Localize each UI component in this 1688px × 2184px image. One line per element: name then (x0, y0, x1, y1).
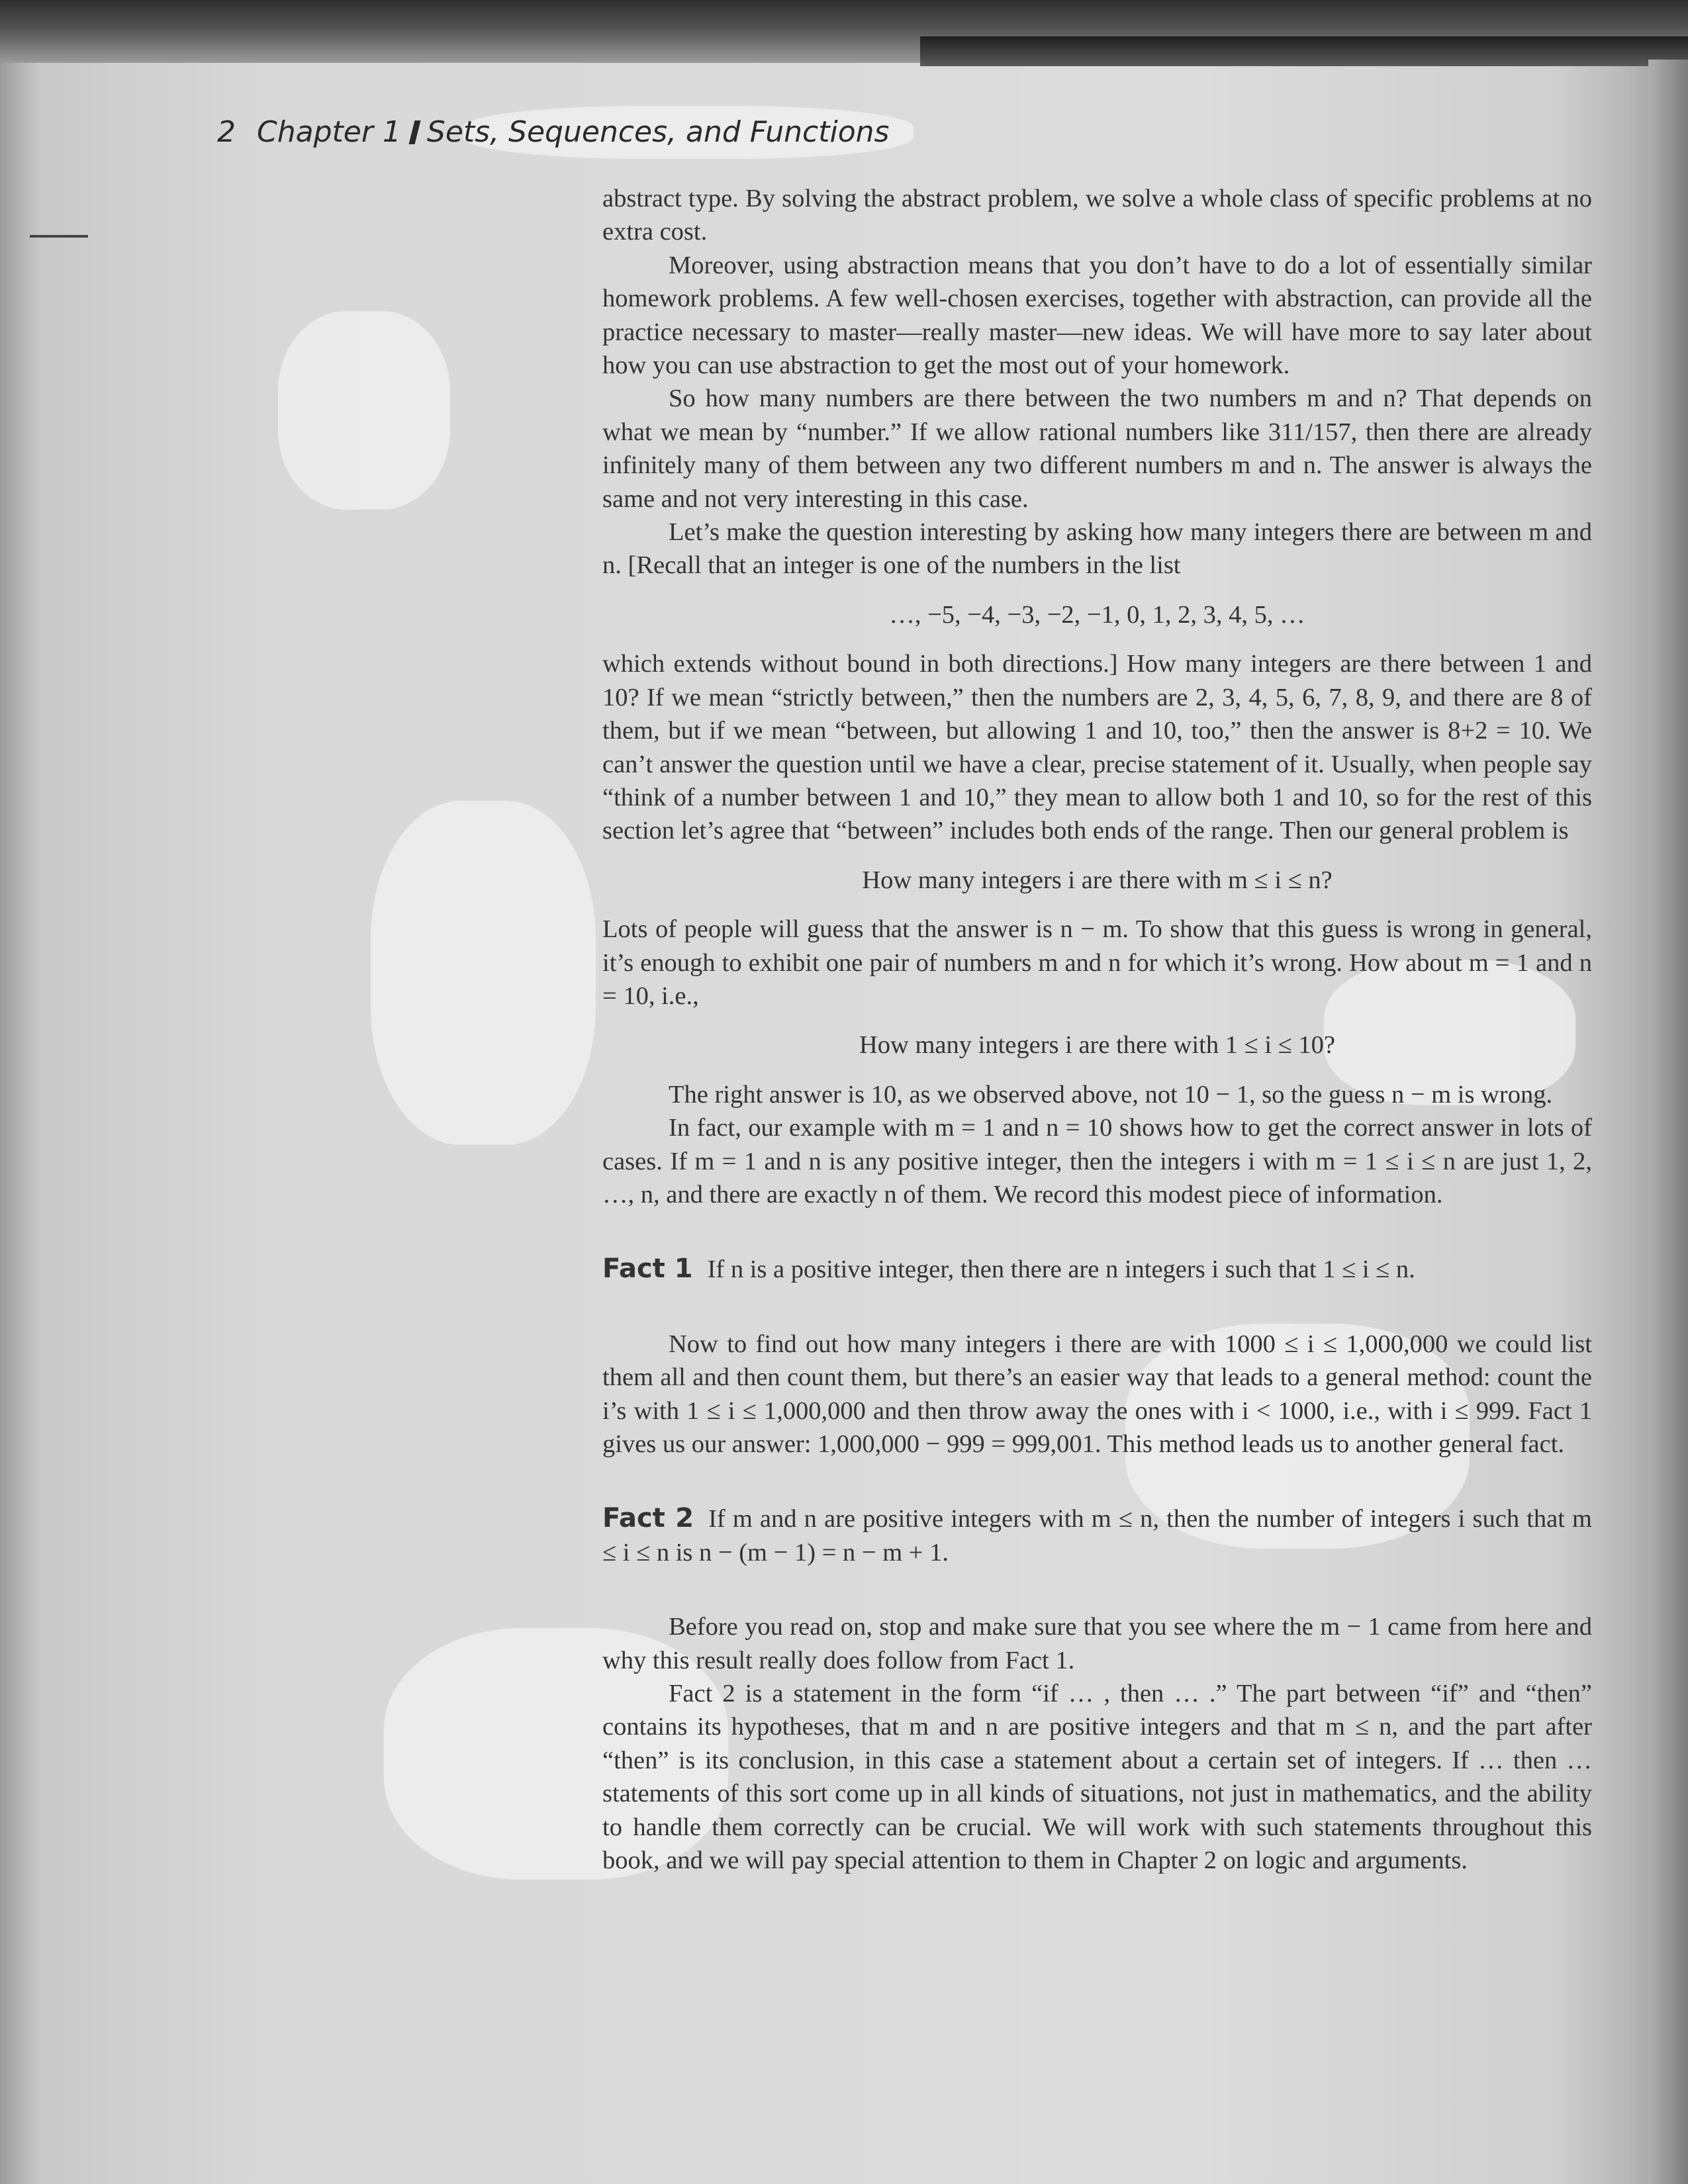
paragraph: In fact, our example with m = 1 and n = 10 shows how to get the correct answer in lots of cases. If m = 1 and n is any positive integer, then the integers i with m = 1 ≤ i ≤ n are just 1, 2, …, n, and there are exactly n of them. We record this modest piece of information. (602, 1114, 1592, 1208)
chapter-label: Chapter 1 (257, 115, 401, 149)
paragraph: So how many numbers are there between the two numbers m and n? That depends on what we mean by “number.” If we allow rational numbers like 311/157, then there are already infinitely many of them between any two different numbers m and n. The answer is always the same and not very interesting in this case. (602, 385, 1592, 513)
display-question: How many integers i are there with m ≤ i ≤ n? (862, 866, 1333, 894)
fact-label: Fact 2 (602, 1503, 694, 1534)
chapter-title: Sets, Sequences, and Functions (426, 115, 890, 149)
body-text (602, 182, 1592, 1877)
scan-blotch (371, 801, 596, 1145)
display-question: How many integers i are there with 1 ≤ i ≤ 10? (859, 1031, 1336, 1060)
paragraph: Fact 2 is a statement in the form “if … , then … .” The part between “if” and “then” contains its hypotheses, that m and n are positive integers and that m ≤ n, and the part after “then” is its conclusion, in this case a statement about a certain set of integers. If … then … statements of this sort come up in all kinds of situations, not just in mathematics, and the ability to handle them correctly can be crucial. We will work with such statements throughout this book, and we will pay special attention to them in Chapter 2 on logic and arguments. (602, 1680, 1592, 1875)
paragraph: Moreover, using abstraction means that you don’t have to do a lot of essentially similar homework problems. A few well-chosen exercises, together with abstraction, can provide all the practice necessary to master—really master—new ideas. We will have more to say later about how you can use abstraction to get the most out of your homework. (602, 251, 1592, 380)
display-integer-list: …, −5, −4, −3, −2, −1, 0, 1, 2, 3, 4, 5, … (889, 600, 1305, 629)
fact-text: If n is a positive integer, then there are n integers i such that 1 ≤ i ≤ n. (707, 1255, 1415, 1284)
running-head (217, 115, 1210, 149)
margin-tick-mark (30, 235, 88, 238)
paragraph: Lots of people will guess that the answer is n − m. To show that this guess is wrong in general, it’s enough to exhibit one pair of numbers m and n for which it’s wrong. How about m = 1 and n = 10, i.e., (602, 915, 1592, 1010)
paragraph: Before you read on, stop and make sure that you see where the m − 1 came from here and why this result really does follow from Fact 1. (602, 1613, 1592, 1674)
fact-label: Fact 1 (602, 1253, 693, 1285)
fact-1 (602, 1252, 1592, 1286)
paragraph: abstract type. By solving the abstract problem, we solve a whole class of specific problems at no extra cost. (602, 185, 1592, 246)
paragraph: Let’s make the question interesting by asking how many integers there are between m and n. [Recall that an integer is one of the numbers in the list (602, 518, 1592, 580)
fact-2 (602, 1502, 1592, 1569)
scan-top-dark-band (920, 36, 1688, 66)
scan-blotch (278, 311, 450, 510)
page-number: 2 (217, 115, 236, 149)
paragraph: Now to find out how many integers i there are with 1000 ≤ i ≤ 1,000,000 we could list them all and then count them, but there’s an easier way that leads to a general method: count the i’s with 1 ≤ i ≤ 1,000,000 and then throw away the ones with i < 1000, i.e., with i ≤ 999. Fact 1 gives us our answer: 1,000,000 − 999 = 999,001. This method leads us to another general fact. (602, 1330, 1592, 1458)
running-head-separator (408, 120, 420, 144)
fact-text: If m and n are positive integers with m ≤ n, then the number of integers i such that m ≤ i ≤ n is n − (m − 1) = n − m + 1. (602, 1505, 1593, 1567)
paragraph: The right answer is 10, as we observed above, not 10 − 1, so the guess n − m is wrong. (669, 1080, 1553, 1109)
scan-right-edge-shadow (1648, 60, 1688, 2184)
paragraph: which extends without bound in both directions.] How many integers are there between 1 and 10? If we mean “strictly between,” then the numbers are 2, 3, 4, 5, 6, 7, 8, 9, and there are 8 of them, but if we mean “between, but allowing 1 and 10, too,” then the answer is 8+2 = 10. We can’t answer the question until we have a clear, precise statement of it. Usually, when people say “think of a number between 1 and 10,” they mean to allow both 1 and 10, so for the rest of this section let’s agree that “between” includes both ends of the range. Then our general problem is (602, 650, 1592, 845)
